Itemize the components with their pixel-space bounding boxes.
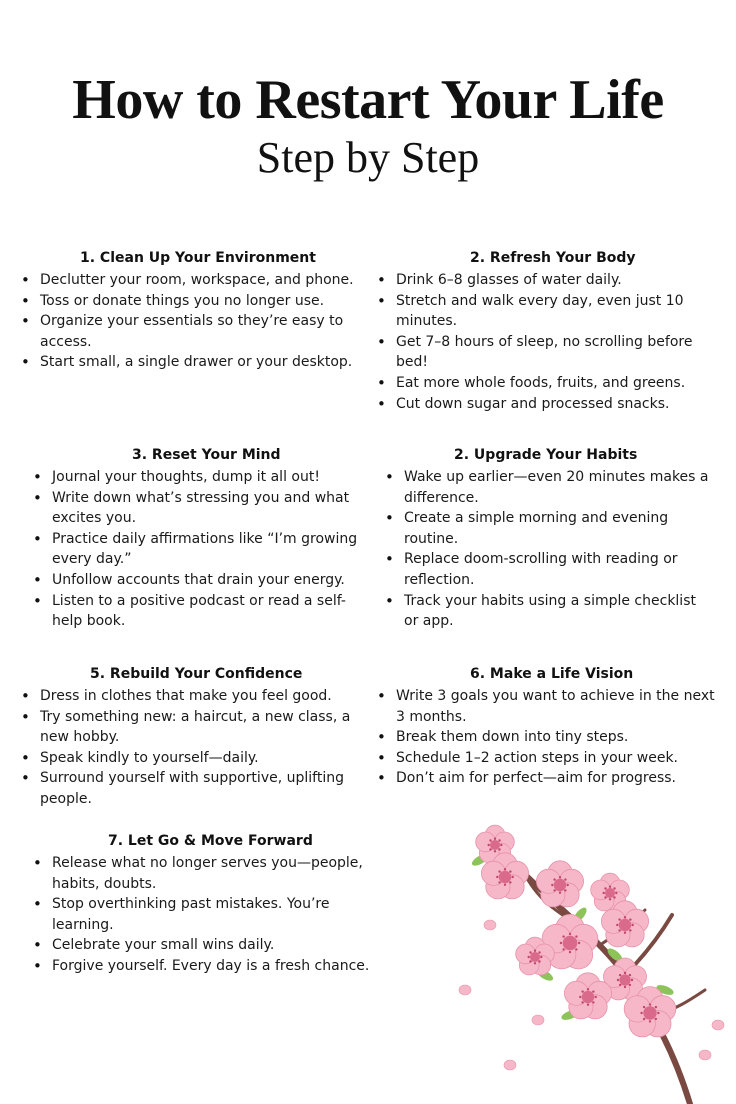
list-item: • Declutter your room, workspace, and phone.	[20, 270, 376, 291]
list-item: • Drink 6–8 glasses of water daily.	[376, 270, 716, 291]
section-heading: 6. Make a Life Vision	[470, 666, 634, 682]
loose-petal-icon	[504, 1060, 516, 1070]
list-item: • Celebrate your small wins daily.	[32, 935, 392, 956]
list-item: • Don’t aim for perfect—aim for progress.	[376, 768, 716, 789]
blossom-icon	[536, 861, 583, 907]
list-item: • Toss or donate things you no longer use.	[20, 291, 376, 312]
bullet-list	[32, 467, 372, 632]
list-item: • Try something new: a haircut, a new class, a new hobby.	[20, 707, 370, 748]
list-item: • Speak kindly to yourself—daily.	[20, 748, 370, 769]
bullet-list	[376, 686, 716, 789]
list-item: • Unfollow accounts that drain your energy.	[32, 570, 372, 591]
bullet-list	[20, 686, 370, 810]
list-item: • Track your habits using a simple checklist or app.	[384, 591, 714, 632]
cherry-blossom-branch-icon	[450, 815, 736, 1104]
bullet-list	[384, 467, 714, 632]
list-item: • Stretch and walk every day, even just 10 minutes.	[376, 291, 716, 332]
loose-petal-icon	[532, 1015, 544, 1025]
list-item: • Surround yourself with supportive, uplifting people.	[20, 768, 370, 809]
section-upgrade-habits	[384, 445, 714, 632]
section-refresh-body	[376, 248, 716, 414]
list-item: • Start small, a single drawer or your desktop.	[20, 352, 376, 373]
list-item: • Write down what’s stressing you and what excites you.	[32, 488, 372, 529]
list-item: • Listen to a positive podcast or read a self-help book.	[32, 591, 372, 632]
list-item: • Wake up earlier—even 20 minutes makes a difference.	[384, 467, 714, 508]
list-item: • Replace doom-scrolling with reading or reflection.	[384, 549, 714, 590]
section-heading: 1. Clean Up Your Environment	[80, 250, 316, 266]
list-item: • Break them down into tiny steps.	[376, 727, 716, 748]
section-let-go-move-forward	[32, 831, 392, 977]
section-heading: 7. Let Go & Move Forward	[108, 833, 313, 849]
loose-petal-icon	[712, 1020, 724, 1030]
list-item: • Eat more whole foods, fruits, and greens.	[376, 373, 716, 394]
list-item: • Practice daily affirmations like “I’m growing every day.”	[32, 529, 372, 570]
section-heading: 5. Rebuild Your Confidence	[90, 666, 303, 682]
list-item: • Get 7–8 hours of sleep, no scrolling before bed!	[376, 332, 716, 373]
section-heading: 3. Reset Your Mind	[132, 447, 281, 463]
list-item: • Forgive yourself. Every day is a fresh chance.	[32, 956, 392, 977]
loose-petal-icon	[484, 920, 496, 930]
page-title: How to Restart Your Life	[72, 69, 664, 131]
list-item: • Organize your essentials so they’re easy to access.	[20, 311, 376, 352]
list-item: • Dress in clothes that make you feel good.	[20, 686, 370, 707]
section-heading: 2. Refresh Your Body	[470, 250, 636, 266]
section-heading: 2. Upgrade Your Habits	[454, 447, 638, 463]
loose-petal-icon	[699, 1050, 711, 1060]
list-item: • Journal your thoughts, dump it all out!	[32, 467, 372, 488]
loose-petal-icon	[459, 985, 471, 995]
list-item: • Release what no longer serves you—people, habits, doubts.	[32, 853, 392, 894]
section-clean-up-environment	[20, 248, 376, 373]
page-subtitle: Step by Step	[256, 133, 480, 182]
list-item: • Stop overthinking past mistakes. You’re learning.	[32, 894, 392, 935]
section-reset-mind	[32, 445, 372, 632]
list-item: • Cut down sugar and processed snacks.	[376, 394, 716, 415]
bullet-list	[20, 270, 376, 373]
bullet-list	[376, 270, 716, 414]
section-life-vision	[376, 664, 716, 789]
bullet-list	[32, 853, 392, 977]
section-rebuild-confidence	[20, 664, 370, 810]
list-item: • Schedule 1–2 action steps in your week.	[376, 748, 716, 769]
list-item: • Write 3 goals you want to achieve in the next 3 months.	[376, 686, 716, 727]
list-item: • Create a simple morning and evening routine.	[384, 508, 714, 549]
